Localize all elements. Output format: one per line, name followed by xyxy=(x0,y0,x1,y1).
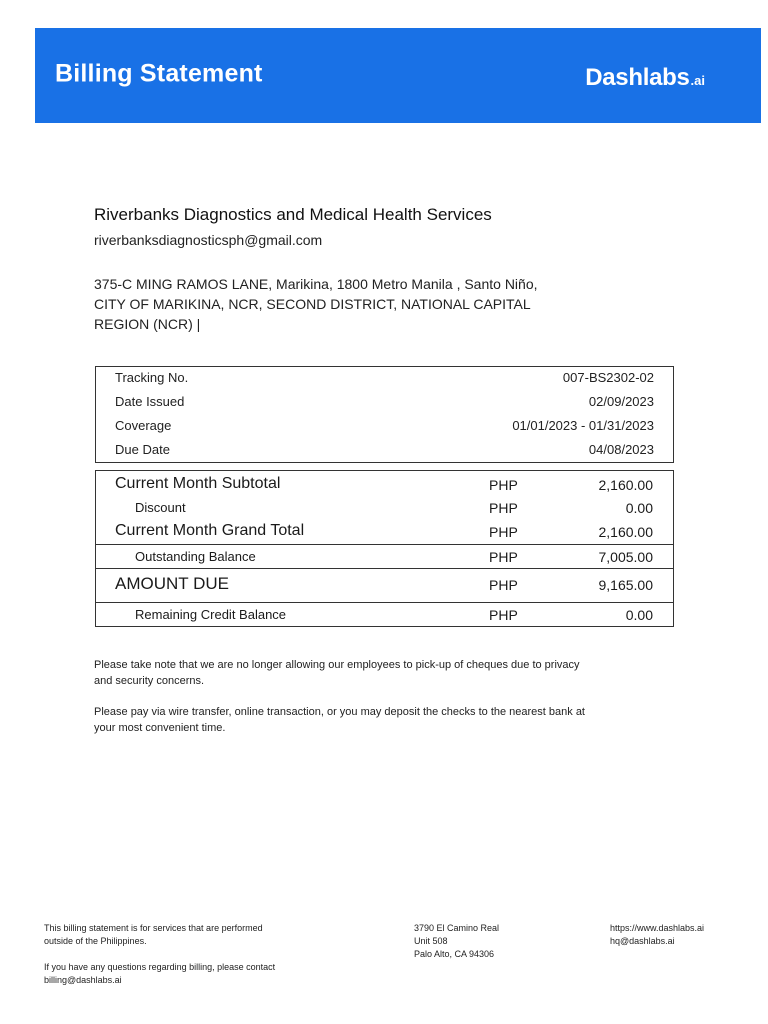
note-line: your most convenient time. xyxy=(94,722,226,734)
totals-divider xyxy=(96,602,673,603)
note-line: Please pay via wire transfer, online transaction, or you may deposit the checks to the nearest bank at xyxy=(94,706,585,718)
discount-amount: 0.00 xyxy=(625,500,653,516)
outstanding-balance-amount: 7,005.00 xyxy=(598,549,653,565)
footer-line: outside of the Philippines. xyxy=(44,936,147,946)
page-title: Billing Statement xyxy=(55,59,263,88)
info-row-date-issued xyxy=(115,394,654,412)
company-name: Riverbanks Diagnostics and Medical Health Services xyxy=(94,205,492,224)
footer-website-link[interactable]: https://www.dashlabs.ai xyxy=(610,923,705,933)
company-address xyxy=(94,274,654,334)
discount-label: Discount xyxy=(135,500,186,515)
header-banner xyxy=(35,28,761,123)
currency: PHP xyxy=(489,549,518,565)
totals-divider xyxy=(96,544,673,545)
footer-line: This billing statement is for services that are performed xyxy=(44,923,263,933)
currency: PHP xyxy=(489,577,518,593)
totals-divider xyxy=(96,568,673,569)
remaining-credit-label: Remaining Credit Balance xyxy=(135,607,287,622)
address-line: 375-C MING RAMOS LANE, Marikina, 1800 Metro Manila , Santo Niño, xyxy=(94,276,538,292)
subtotal-amount: 2,160.00 xyxy=(598,477,653,493)
note-line: and security concerns. xyxy=(94,675,205,687)
footer-address-line: 3790 El Camino Real xyxy=(414,923,500,933)
logo-suffix: .ai xyxy=(690,73,705,88)
remaining-credit-amount: 0.00 xyxy=(625,607,653,623)
info-value: 01/01/2023 - 01/31/2023 xyxy=(512,418,654,433)
address-line: REGION (NCR) | xyxy=(94,316,201,332)
info-label: Tracking No. xyxy=(115,370,189,385)
info-row-coverage xyxy=(115,418,654,436)
info-value: 02/09/2023 xyxy=(588,394,654,409)
company-email: riverbanksdiagnosticsph@gmail.com xyxy=(94,232,323,248)
note-payment-method xyxy=(94,704,674,736)
statement-info-box xyxy=(95,366,674,463)
info-label: Coverage xyxy=(115,418,172,433)
note-cheque-pickup xyxy=(94,657,674,689)
grand-total-amount: 2,160.00 xyxy=(598,524,653,540)
footer-address-line: Unit 508 xyxy=(414,936,448,946)
grand-total-label: Current Month Grand Total xyxy=(115,522,305,539)
footer-spacer xyxy=(44,948,364,961)
info-value: 04/08/2023 xyxy=(588,442,654,457)
info-label: Date Issued xyxy=(115,394,185,409)
amount-due-amount: 9,165.00 xyxy=(598,577,653,593)
subtotal-label: Current Month Subtotal xyxy=(115,475,281,492)
footer-email-link[interactable]: hq@dashlabs.ai xyxy=(610,936,675,946)
footer-contact xyxy=(610,922,730,948)
info-label: Due Date xyxy=(115,442,170,457)
info-row-due-date xyxy=(115,442,654,460)
note-line: Please take note that we are no longer allowing our employees to pick-up of cheques due to privacy xyxy=(94,659,580,671)
currency: PHP xyxy=(489,477,518,493)
footer-address xyxy=(414,922,564,961)
footer-billing-email[interactable]: billing@dashlabs.ai xyxy=(44,975,122,985)
footer-address-line: Palo Alto, CA 94306 xyxy=(414,949,495,959)
footer-disclaimer xyxy=(44,922,364,987)
outstanding-balance-label: Outstanding Balance xyxy=(135,549,256,564)
amount-due-label: AMOUNT DUE xyxy=(115,574,229,593)
currency: PHP xyxy=(489,607,518,623)
info-row-tracking xyxy=(115,370,654,388)
currency: PHP xyxy=(489,500,518,516)
currency: PHP xyxy=(489,524,518,540)
address-line: CITY OF MARIKINA, NCR, SECOND DISTRICT, NATIONAL CAPITAL xyxy=(94,296,531,312)
logo-wordmark: Dashlabs xyxy=(585,64,690,91)
totals-box xyxy=(95,470,674,627)
footer-line: If you have any questions regarding billing, please contact xyxy=(44,962,276,972)
info-value: 007-BS2302-02 xyxy=(562,370,654,385)
dashlabs-logo xyxy=(585,64,705,92)
